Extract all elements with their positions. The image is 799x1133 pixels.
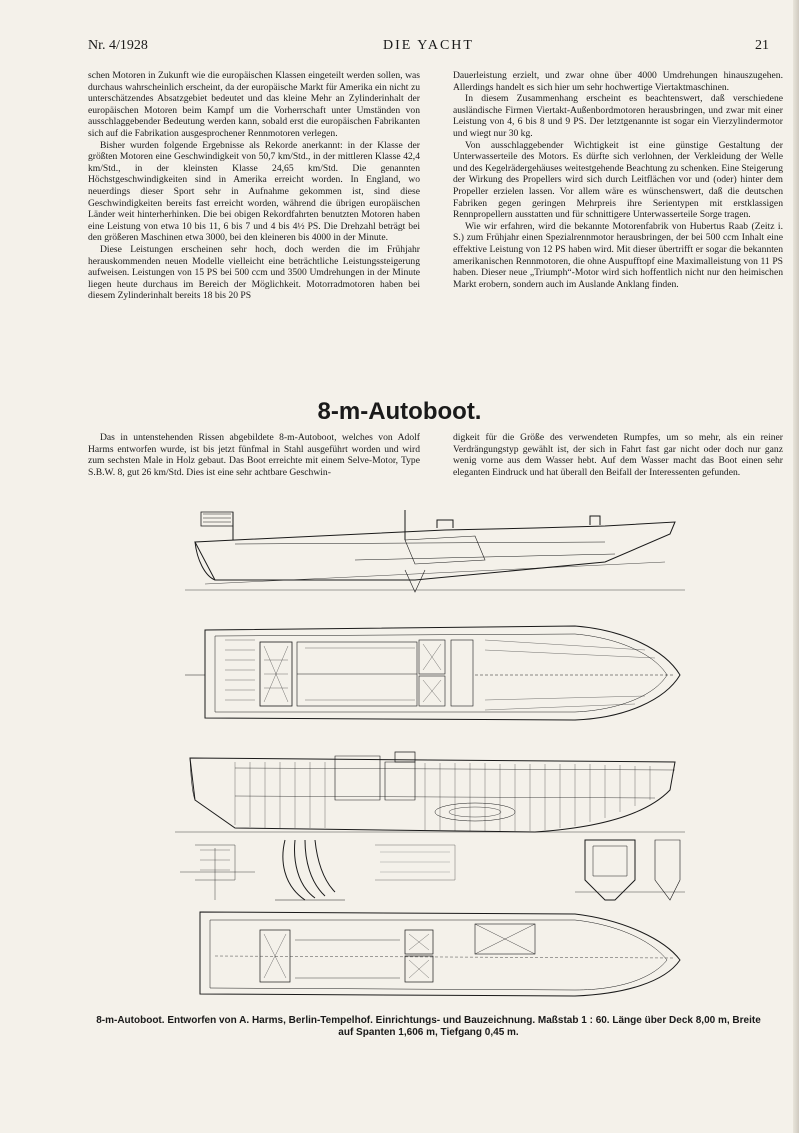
figure-caption <box>88 1015 769 1039</box>
paragraph: Diese Leistungen erscheinen sehr hoch, doch werden die im Frühjahr herauskommenden neuen Modelle vielleicht eine beträchtliche Leistungssteigerung aufweisen. Leistungen von 15 PS bei 500 ccm und 3500 Umdrehungen in der Minute liegen heute durchaus im Bereich der Möglichkeit. Motorradmotoren haben bei diesem Zylinderinhalt bereits 18 bis 20 PS <box>88 243 420 302</box>
boat-article-column-right <box>453 432 783 478</box>
issue-number: Nr. 4/1928 <box>88 38 148 53</box>
article-column-right <box>453 70 783 290</box>
paragraph: Von ausschlaggebender Wichtigkeit ist eine günstige Gestaltung der Unterwasserteile des Motors. Es dürfte sich verlohnen, der Verkleidung der Welle und des Kegelrädergehäuses weitestgehende Beachtung zu schenken. Eine Steigerung der Wirkung des Propellers wird sich durch Leitflächen vor und (oder) hinter dem Propeller erzielen lassen. Vor allem wäre es wünschenswert, daß die deutschen Fabriken gegen geringen Mehrpreis ihre Serientypen mit erstklassigen Rennpropellern ausstatten und für schnittigere Unterwasserteile Sorge tragen. <box>453 139 783 221</box>
page-header <box>88 38 769 56</box>
interior-plan-drawing <box>200 912 680 996</box>
paragraph: In diesem Zusammenhang erscheint es beachtenswert, daß verschiedene ausländische Firmen Viertakt-Außenbordmotoren herausbringen, und zwar mit einer Leistung von 4, 6 bis 8 und 9 PS. Der letztgenannte ist sogar ein Vierzylindermotor und wiegt nur 30 kg. <box>453 93 783 139</box>
article-column-left <box>88 70 420 302</box>
caption-title: 8-m-Autoboot. <box>96 1015 165 1026</box>
magazine-title: DIE YACHT <box>383 38 474 53</box>
boat-drawings-figure <box>175 500 695 1000</box>
page-number: 21 <box>755 38 769 53</box>
deck-plan-drawing <box>185 626 680 720</box>
cross-sections-drawing <box>180 840 685 900</box>
paragraph: Wie wir erfahren, wird die bekannte Motorenfabrik von Hubertus Raab (Zeitz i. S.) zum Frühjahr einen Spezialrennmotor herausbringen, der bei 500 ccm Inhalt eine effektive Leistung von 12 PS haben wird. Mit dieser übertrifft er sogar die bekannten amerikanischen Rennmotoren, die ohne Auspufftopf eine Maximalleistung von 11 PS haben. Dieser neue „Triumph“-Motor wird sich hoffentlich nicht nur den heimischen Markt erobern, sondern auch im Auslande Anklang finden. <box>453 220 783 290</box>
paragraph: Das in untenstehenden Rissen abgebildete 8-m-Autoboot, welches von Adolf Harms entworfen wurde, ist bis jetzt fünfmal in Stahl ausgeführt worden und wird zum sechsten Male in Holz gebaut. Das Boot erreichte mit einem Selve-Motor, Type S.B.W. 8, gut 26 km/Std. Dies ist eine sehr achtbare Geschwin- <box>88 432 420 478</box>
scan-edge <box>793 0 799 1133</box>
side-elevation-drawing <box>185 510 685 592</box>
longitudinal-section-drawing <box>175 752 685 832</box>
paragraph: digkeit für die Größe des verwendeten Rumpfes, um so mehr, als ein reiner Verdrängungstyp gewählt ist, der sich in Fahrt fast gar nicht oder doch nur ganz wenig vorne aus dem Wasser hebt. Auf dem Wasser macht das Boot einen sehr eleganten Eindruck und hat überall den Beifall der Interessenten gefunden. <box>453 432 783 478</box>
boat-article-column-left <box>88 432 420 478</box>
paragraph: Dauerleistung erzielt, und zwar ohne über 4000 Umdrehungen hinauszugehen. Allerdings handelt es sich hier um sehr hochwertige Viertaktmaschinen. <box>453 70 783 93</box>
caption-text: Entworfen von A. Harms, Berlin-Tempelhof. Einrichtungs- und Bauzeichnung. Maßstab 1 : 60. Länge über Deck 8,00 m, Breite auf Spanten 1,606 m, Tiefgang 0,45 m. <box>167 1015 761 1038</box>
paragraph: Bisher wurden folgende Ergebnisse als Rekorde anerkannt: in der Klasse der größten Motoren eine Geschwindigkeit von 50,7 km/Std., in der mittleren Klasse 42,4 km/Std., in der kleinsten Klasse 24,65 km/Std. Die genannten Höchstgeschwindigkeiten sind in Amerika erreicht worden. In England, wo neuerdings dieser Sport sehr in Aufnahme gekommen ist, sind diese Geschwindigkeiten bereits fast erreicht worden, während die übrigen europäischen Länder weit hinterherhinken. Die bei obigen Rekordfahrten benutzten Motoren haben eine Leistung von etwa 10 bis 11, 6 bis 7 und 4 bis 4½ PS. Die Drehzahl beträgt bei den größeren Maschinen etwa 3000, bei den kleineren bis 4000 in der Minute. <box>88 139 420 244</box>
paragraph: schen Motoren in Zukunft wie die europäischen Klassen eingeteilt werden sollen, was durchaus wahrscheinlich erscheint, da der europäische Markt für Amerika ein nicht zu unterschätzendes Absatzgebiet bedeutet und das kleine Mehr an Zylinderinhalt der europäischen Motoren beim Kampf um die Vorherrschaft unter Umständen von ausschlaggebender Bedeutung werden kann, sobald erst die europäischen Fabrikanten sich auf die Fabrikation ausgesprochener Rennmotoren verlegen. <box>88 70 420 139</box>
article-headline: 8-m-Autoboot. <box>317 398 482 425</box>
